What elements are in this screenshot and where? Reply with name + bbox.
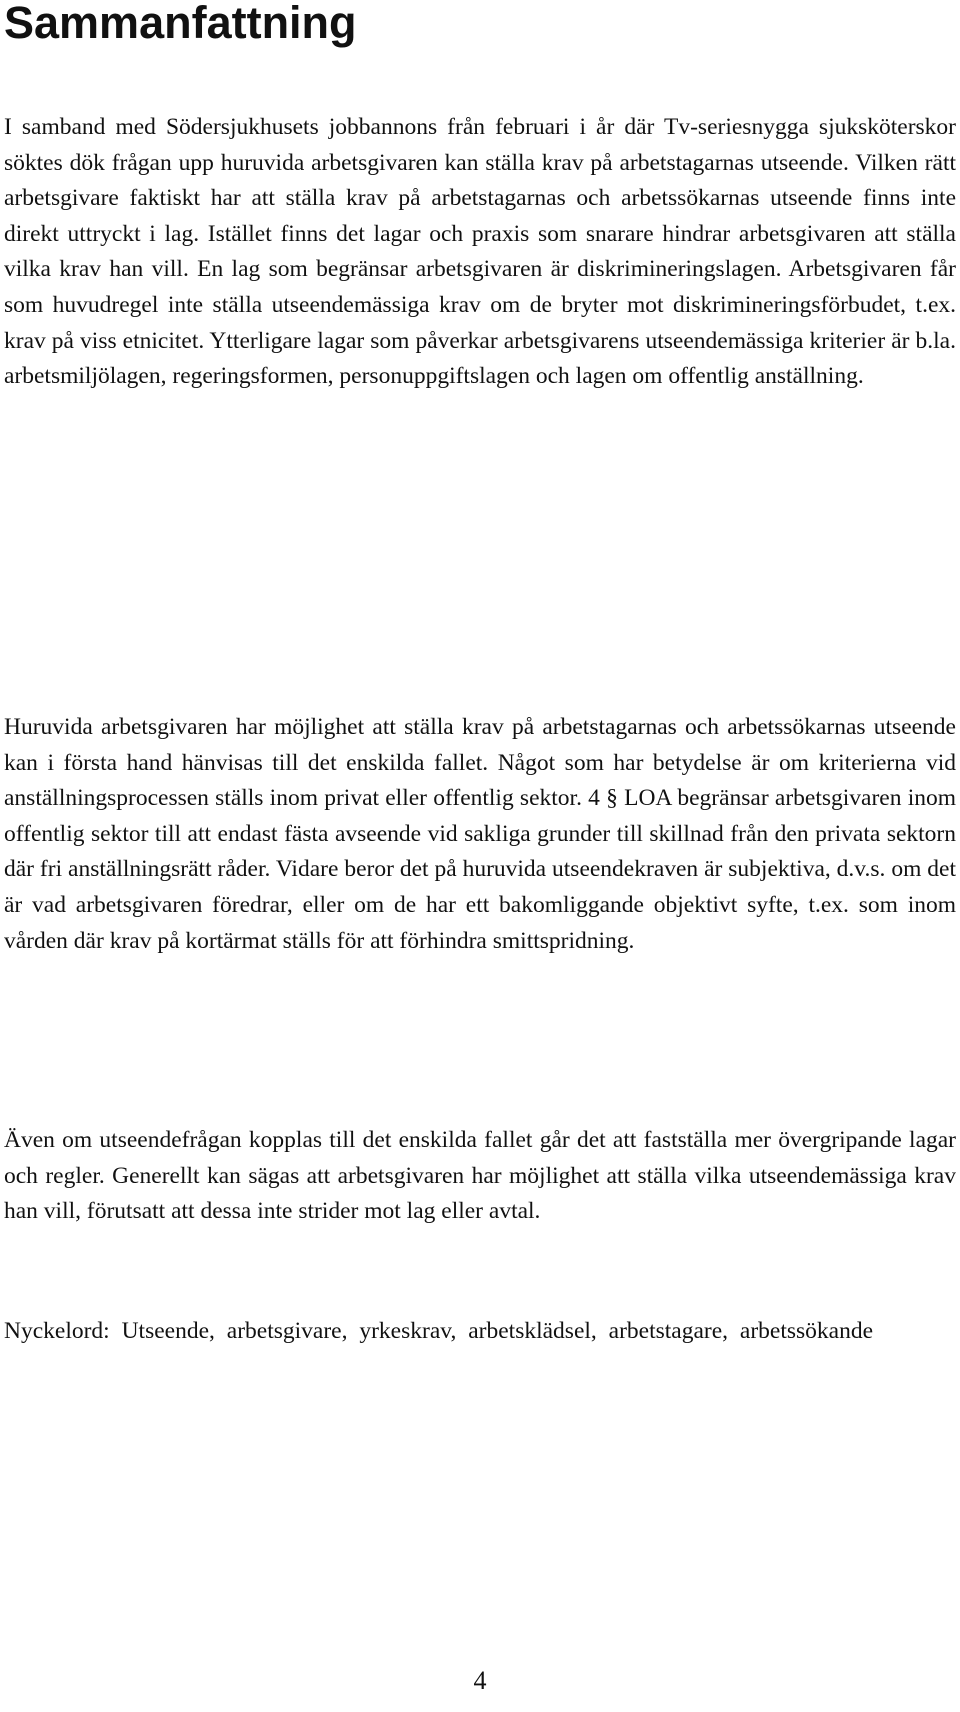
page-title: Sammanfattning	[4, 0, 357, 48]
summary-paragraph-3: Även om utseendefrågan kopplas till det enskilda fallet går det att fastställa mer övergripande lagar och regler. Generellt kan sägas att arbetsgivaren har möjlighet att ställa vilka utseendemässiga krav han vill, förutsatt att dessa inte strider mot lag eller avtal.	[4, 1127, 956, 1225]
summary-paragraph-2: Huruvida arbetsgivaren har möjlighet att ställa krav på arbetstagarnas och arbetssökarnas utseende kan i första hand hänvisas till det enskilda fallet. Något som har betydelse är om kriterierna vid anställningsprocessen ställs inom privat eller offentlig sektor. 4 § LOA begränsar arbetsgivaren inom offentlig sektor till att endast fästa avseende vid sakliga grunder till skillnad från den privata sektorn där fri anställningsrätt råder. Vidare beror det på huruvida utseendekraven är subjektiva, d.v.s. om det är vad arbetsgivaren föredrar, eller om de har ett bakomliggande objektivt syfte, t.ex. som inom vården där krav på kortärmat ställs för att förhindra smittspridning.	[4, 714, 956, 954]
keywords-paragraph: Nyckelord: Utseende, arbetsgivare, yrkeskrav, arbetsklädsel, arbetstagare, arbetssökande	[4, 1318, 874, 1344]
summary-paragraph-1: I samband med Södersjukhusets jobbannons från februari i år där Tv-seriesnygga sjuksköterskor söktes dök frågan upp huruvida arbetsgivaren kan ställa krav på arbetstagarnas utseende. Vilken rätt arbetsgivare faktiskt har att ställa krav på arbetstagarnas och arbetssökarnas utseende finns inte direkt uttryckt i lag. Istället finns det lagar och praxis som snarare hindrar arbetsgivaren att ställa vilka krav han vill. En lag som begränsar arbetsgivaren är diskrimineringslagen. Arbetsgivaren får som huvudregel inte ställa utseendemässiga krav om de bryter mot diskrimineringsförbudet, t.ex. krav på viss etnicitet. Ytterligare lagar som påverkar arbetsgivarens utseendemässiga kriterier är b.la. arbetsmiljölagen, regeringsformen, personuppgiftslagen och lagen om offentlig anställning.	[4, 114, 956, 390]
page-number: 4	[473, 1666, 487, 1695]
